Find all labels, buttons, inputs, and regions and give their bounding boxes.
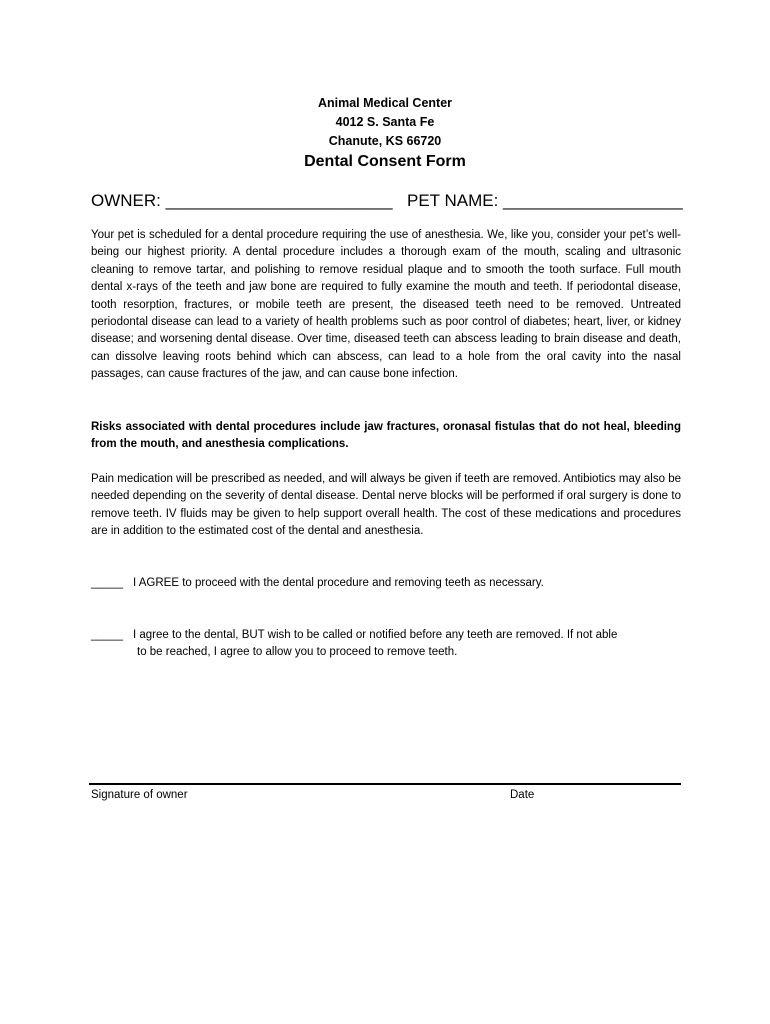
agree-all-text: I AGREE to proceed with the dental procedure and removing teeth as necessary. bbox=[133, 577, 544, 589]
signature-line[interactable] bbox=[89, 783, 681, 785]
org-address: 4012 S. Santa Fe bbox=[335, 115, 435, 129]
org-name: Animal Medical Center bbox=[317, 96, 453, 110]
signature-date-label: Date bbox=[510, 789, 535, 801]
pain-medication-paragraph: Pain medication will be prescribed as needed, and will always be given if teeth are removed. Antibiotics may also be needed depending on the severity of dental disease. Dental nerve blocks will be performed if oral surgery is done to remove teeth. IV fluids may be given to help support overall health. The cost of these medications and procedures are in addition to the estimated cost of the dental and anesthesia. bbox=[91, 473, 681, 538]
agree-notify-initial-blank[interactable]: _____ bbox=[91, 629, 123, 641]
intro-paragraph: Your pet is scheduled for a dental procedure requiring the use of anesthesia. We, like you, consider your pet’s well-being our highest priority. A dental procedure includes a thorough exam of the mouth, scaling and ultrasonic cleaning to remove tartar, and polishing to remove residual plaque and to smooth the tooth surface. Full mouth dental x-rays of the teeth and jaw bone are required to fully examine the mouth and teeth. If periodontal disease, tooth resorption, fractures, or mobile teeth are present, the diseased teeth need to be removed. Untreated periodontal disease can lead to a variety of health problems such as poor control of diabetes; heart, liver, or kidney disease; and worsening dental disease. Over time, diseased teeth can abscess leading to brain disease and death, can dissolve leaving roots behind which can abscess, can lead to a hole from the oral cavity into the nasal passages, can cause fractures of the jaw, and can cause bone infection. bbox=[91, 229, 681, 381]
owner-field[interactable]: OWNER: ________________________ bbox=[91, 191, 393, 210]
agree-all-initial-blank[interactable]: _____ bbox=[91, 577, 123, 589]
agree-notify-text-line1: I agree to the dental, BUT wish to be called or notified before any teeth are removed. If not able bbox=[133, 629, 618, 641]
owner-pet-row bbox=[91, 189, 691, 213]
signature-owner-label: Signature of owner bbox=[91, 789, 188, 801]
agree-notify-text-line2: to be reached, I agree to allow you to proceed to remove teeth. bbox=[137, 646, 458, 659]
agree-notify-option bbox=[91, 627, 681, 662]
agree-all-option bbox=[91, 575, 681, 592]
form-title: Dental Consent Form bbox=[304, 153, 466, 170]
pet-name-field[interactable]: PET NAME: ___________________ bbox=[407, 191, 683, 210]
org-city: Chanute, KS 66720 bbox=[328, 134, 442, 148]
risks-paragraph: Risks associated with dental procedures include jaw fractures, oronasal fistulas that do not heal, bleeding from the mouth, and anesthesia complications. bbox=[91, 421, 681, 451]
